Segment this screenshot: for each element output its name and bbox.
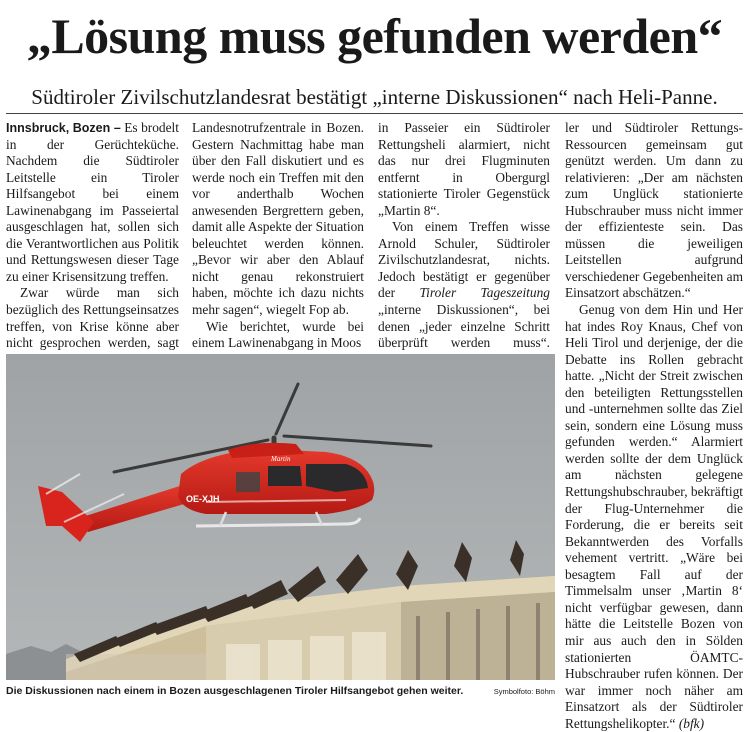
paragraph: Wie berichtet, wurde bei einem Lawinenabgang in Moos	[192, 318, 364, 351]
photo-caption	[6, 684, 555, 700]
article-column-4	[565, 120, 743, 731]
article-column-2	[192, 120, 364, 352]
paragraph-text: Genug von dem Hin und Her hat indes Roy Knaus, Chef von Heli Tirol und derjenige, der die Debatte ins Rollen gebracht hatte. „Nicht der Streit zwischen den beteiligten Rettungsstellen und -unternehmen sollte das Ziel sein, sondern eine Lösung muss gefunden werden.“ Alarmiert werden sollte der dem Unglück am nächsten gelegene Rettungshubschrauber, bekräftigt der Flug-Unternehmer die Forderung, die er bereits seit Bekanntwerden des Vorfalls vehement vertritt. „Wäre bei besagtem Fall auf der Timmelsalm unser ‚Martin 8‘ nicht verfügbar gewesen, dann hätte die Leitstelle Bozen von mir aus auch den in Sölden stationierten ÖAMTC-Hubschrauber rufen können. Der war immer noch näher am Einsatzort als der Südtiroler Rettungshelikopter.“	[565, 302, 743, 731]
helicopter-photo	[6, 354, 555, 680]
newspaper-name: Tiroler Tageszeitung	[419, 285, 550, 301]
paragraph-text: Es brodelt in der Gerüchteküche. Nachdem die Südtiroler Leitstelle ein Tiroler Hilfsangebot bei einem Lawinenabgang im Passeiertal ausgeschlagen hat, sollen sich die Verantwortlichen aus Politik und Rettungswesen dieser Tage zu einer Krisensitzung treffen.	[6, 120, 179, 284]
divider	[6, 113, 743, 114]
paragraph: ler und Südtiroler Rettungs-Ressourcen gemeinsam gut genützt werden. Um dann zu relativieren: „Der am nächsten zum Unglück stationierte Hubschrauber muss nicht immer der effizienteste sein. Das müssen die jeweiligen Leitstellen aufgrund verschiedener Gegebenheiten am Einsatzort abschätzen.“	[565, 120, 743, 301]
photo	[6, 354, 555, 680]
headline: „Lösung muss gefunden werden“	[26, 8, 723, 64]
photo-credit: Symbolfoto: Böhm	[493, 687, 555, 696]
dateline: Innsbruck, Bozen –	[6, 121, 121, 135]
paragraph: Landesnotrufzentrale in Bozen. Gestern Nachmittag habe man über den Fall diskutiert und es werde noch ein Treffen mit den vor anderthalb Wochen anwesenden Bergrettern geben, damit alle Aspekte der Situation beleuchtet werden können. „Bevor wir aber den Ablauf nicht genau rekonstruiert haben, möchte ich dazu nichts mehr sagen“, wiegelt Fop ab.	[192, 120, 364, 318]
subheadline: Südtiroler Zivilschutzlandesrat bestätigt „interne Diskussionen“ nach Heli-Panne.	[31, 85, 718, 109]
paragraph-text: Von einem Treffen wisse Arnold Schuler, Südtiroler Zivilschutzlandesrat, nichts. Jedoch bestätigt er gegenüber der	[378, 219, 550, 301]
paragraph: in Passeier ein Südtiroler Rettungsheli alarmiert, nicht das nur drei Flugminuten entfernt in Obergurgl stationierte Tiroler Gegenstück „Martin 8“.	[378, 120, 550, 218]
paragraph: Zwar würde man sich bezüglich des Rettungseinsatzes treffen, von Krise könne aber nicht gesprochen werden, sagt	[6, 285, 179, 351]
paragraph	[6, 120, 179, 285]
article-column-1	[6, 120, 179, 368]
paragraph-text: „interne Diskussionen“, bei denen „jeder einzelne Schritt überprüft werden muss“.	[378, 302, 550, 351]
caption-text: Die Diskussionen nach einem in Bozen ausgeschlagenen Tiroler Hilfsangebot gehen weiter.	[6, 685, 464, 697]
paragraph	[565, 302, 743, 732]
author-tag: (bfk)	[678, 715, 705, 731]
helicopter-name: Martin	[271, 455, 291, 463]
registration-mark: OE-XJH	[186, 494, 220, 504]
